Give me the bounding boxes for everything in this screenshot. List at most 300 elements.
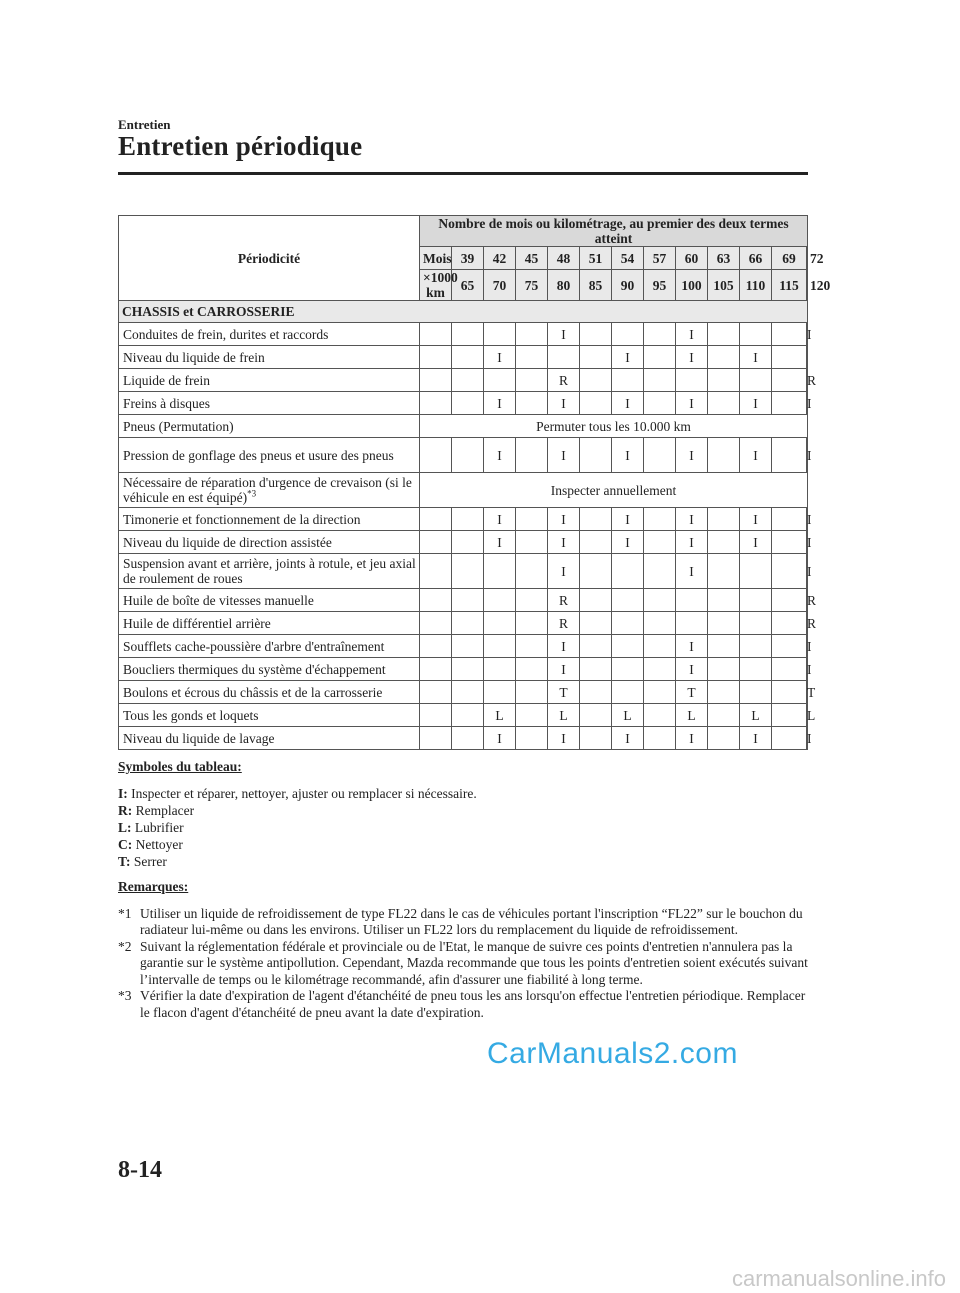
interval-value-cell: R	[807, 589, 808, 612]
interval-value-cell	[708, 612, 740, 635]
interval-value-cell	[772, 658, 807, 681]
table-row	[119, 681, 808, 704]
interval-value-cell	[644, 727, 676, 750]
title-rule	[118, 172, 808, 175]
interval-value-cell	[644, 531, 676, 554]
interval-value-cell	[708, 392, 740, 415]
interval-value-cell	[516, 531, 548, 554]
row-item-label: Freins à disques	[123, 395, 210, 411]
interval-value-cell	[644, 554, 676, 589]
table-row	[119, 704, 808, 727]
interval-value-cell	[644, 508, 676, 531]
interval-value-cell: R	[807, 612, 808, 635]
km-cell: 120	[807, 270, 808, 301]
km-cell: 95	[644, 270, 676, 301]
interval-value-cell	[516, 438, 548, 473]
interval-value-cell: I	[548, 658, 580, 681]
interval-value-cell: I	[807, 392, 808, 415]
interval-value-cell	[420, 589, 452, 612]
row-item-label: Pression de gonflage des pneus et usure des pneus	[123, 447, 394, 463]
interval-value-cell: I	[676, 346, 708, 369]
row-item-label: Tous les gonds et loquets	[123, 707, 259, 723]
interval-value-cell	[420, 508, 452, 531]
section-title: CHASSIS et CARROSSERIE	[119, 301, 808, 323]
table-row	[119, 612, 808, 635]
interval-value-cell: I	[612, 438, 644, 473]
interval-value-cell	[452, 346, 484, 369]
interval-value-cell	[772, 727, 807, 750]
interval-value-cell	[740, 369, 772, 392]
interval-value-cell: I	[740, 438, 772, 473]
interval-value-cell	[644, 704, 676, 727]
interval-value-cell	[644, 323, 676, 346]
interval-value-cell	[484, 369, 516, 392]
interval-value-cell: L	[612, 704, 644, 727]
interval-value-cell	[676, 589, 708, 612]
symbol-text: Nettoyer	[135, 837, 183, 852]
symbols-list	[118, 785, 808, 870]
interval-value-cell	[452, 704, 484, 727]
interval-value-cell: I	[807, 531, 808, 554]
interval-value-cell: I	[484, 346, 516, 369]
row-item-label: Niveau du liquide de direction assistée	[123, 534, 332, 550]
interval-value-cell: I	[676, 438, 708, 473]
row-item-name	[119, 554, 420, 589]
interval-value-cell: I	[612, 727, 644, 750]
interval-value-cell: I	[676, 323, 708, 346]
interval-value-cell: R	[807, 369, 808, 392]
table-row	[119, 346, 808, 369]
interval-value-cell	[420, 704, 452, 727]
interval-value-cell	[580, 369, 612, 392]
interval-value-cell: I	[676, 508, 708, 531]
interval-value-cell	[516, 323, 548, 346]
interval-value-cell	[708, 658, 740, 681]
interval-value-cell	[708, 531, 740, 554]
interval-value-cell: I	[676, 727, 708, 750]
row-item-name	[119, 369, 420, 392]
interval-value-cell	[484, 554, 516, 589]
interval-value-cell	[484, 323, 516, 346]
interval-value-cell	[516, 681, 548, 704]
row-item-name	[119, 346, 420, 369]
table-row	[119, 369, 808, 392]
interval-value-cell: I	[612, 392, 644, 415]
km-cell: 70	[484, 270, 516, 301]
interval-value-cell	[740, 681, 772, 704]
interval-value-cell: I	[548, 508, 580, 531]
interval-value-cell	[452, 681, 484, 704]
km-cell: 80	[548, 270, 580, 301]
row-item-name	[119, 589, 420, 612]
interval-value-cell	[580, 589, 612, 612]
interval-value-cell	[452, 392, 484, 415]
interval-value-cell	[580, 727, 612, 750]
row-item-label: Nécessaire de réparation d'urgence de crevaison (si le véhicule en est équipé)	[123, 475, 412, 505]
interval-value-cell: I	[484, 508, 516, 531]
row-item-label: Boucliers thermiques du système d'échappement	[123, 661, 386, 677]
interval-value-cell	[580, 438, 612, 473]
symbol-text: Remplacer	[135, 803, 195, 818]
interval-value-cell	[580, 658, 612, 681]
row-item-label: Liquide de frein	[123, 372, 210, 388]
interval-value-cell	[420, 346, 452, 369]
interval-value-cell	[516, 392, 548, 415]
interval-value-cell	[708, 635, 740, 658]
interval-value-cell	[516, 658, 548, 681]
row-item-name	[119, 612, 420, 635]
interval-value-cell	[772, 704, 807, 727]
periodicity-header: Périodicité	[119, 216, 420, 301]
interval-value-cell	[484, 589, 516, 612]
symbol-key: T:	[118, 854, 131, 869]
interval-value-cell: I	[676, 554, 708, 589]
row-item-name	[119, 704, 420, 727]
km-cell: 115	[772, 270, 807, 301]
interval-value-cell	[452, 612, 484, 635]
symbol-key: I:	[118, 786, 128, 801]
interval-value-cell: I	[548, 438, 580, 473]
interval-value-cell	[516, 727, 548, 750]
interval-value-cell: I	[484, 392, 516, 415]
symbol-text: Inspecter et réparer, nettoyer, ajuster ou remplacer si nécessaire.	[131, 786, 477, 801]
interval-value-cell	[676, 612, 708, 635]
interval-value-cell	[420, 392, 452, 415]
interval-value-cell	[708, 369, 740, 392]
interval-value-cell	[516, 612, 548, 635]
interval-value-cell	[420, 531, 452, 554]
interval-value-cell: I	[807, 508, 808, 531]
interval-value-cell: I	[548, 635, 580, 658]
symbol-text: Lubrifier	[134, 820, 184, 835]
row-item-name	[119, 635, 420, 658]
interval-value-cell: I	[676, 531, 708, 554]
symbol-line	[118, 785, 808, 802]
interval-value-cell	[676, 369, 708, 392]
interval-value-cell	[772, 392, 807, 415]
interval-value-cell	[708, 323, 740, 346]
interval-value-cell	[452, 369, 484, 392]
interval-value-cell: L	[676, 704, 708, 727]
interval-value-cell	[644, 369, 676, 392]
interval-value-cell	[740, 589, 772, 612]
interval-value-cell	[420, 438, 452, 473]
symbol-key: L:	[118, 820, 132, 835]
interval-value-cell	[516, 704, 548, 727]
interval-value-cell: L	[548, 704, 580, 727]
row-item-label: Soufflets cache-poussière d'arbre d'entraînement	[123, 638, 385, 654]
interval-value-cell: I	[548, 554, 580, 589]
interval-value-cell: I	[484, 727, 516, 750]
interval-value-cell	[452, 589, 484, 612]
row-item-label: Timonerie et fonctionnement de la direction	[123, 511, 361, 527]
interval-value-cell: I	[548, 727, 580, 750]
interval-value-cell: I	[740, 392, 772, 415]
interval-value-cell	[772, 612, 807, 635]
interval-value-cell: R	[548, 612, 580, 635]
interval-value-cell: L	[807, 704, 808, 727]
interval-value-cell	[740, 635, 772, 658]
row-item-name	[119, 658, 420, 681]
symbol-line	[118, 836, 808, 853]
interval-value-cell	[452, 727, 484, 750]
interval-value-cell	[740, 554, 772, 589]
row-item-name	[119, 438, 420, 473]
interval-value-cell: L	[484, 704, 516, 727]
interval-value-cell: I	[548, 392, 580, 415]
row-item-label: Niveau du liquide de frein	[123, 349, 265, 365]
interval-value-cell	[516, 508, 548, 531]
interval-value-cell	[772, 635, 807, 658]
remarks-section	[118, 879, 808, 1021]
interval-value-cell	[516, 369, 548, 392]
row-item-name	[119, 473, 420, 508]
interval-value-cell	[452, 635, 484, 658]
row-item-name	[119, 727, 420, 750]
km-cell: 90	[612, 270, 644, 301]
interval-value-cell	[772, 589, 807, 612]
interval-value-cell	[644, 392, 676, 415]
remark-mark: *1	[118, 905, 132, 921]
interval-value-cell	[580, 612, 612, 635]
interval-value-cell	[580, 392, 612, 415]
months-label: Mois	[420, 247, 452, 270]
interval-value-cell	[420, 323, 452, 346]
row-item-name	[119, 323, 420, 346]
interval-value-cell	[516, 554, 548, 589]
interval-value-cell	[548, 346, 580, 369]
interval-value-cell: L	[740, 704, 772, 727]
symbol-line	[118, 802, 808, 819]
interval-value-cell: I	[676, 392, 708, 415]
remark-note	[118, 906, 808, 939]
table-body	[119, 301, 817, 750]
interval-value-cell	[484, 681, 516, 704]
maintenance-table	[118, 215, 831, 750]
row-item-name	[119, 415, 420, 438]
interval-value-cell	[484, 612, 516, 635]
row-item-label: Conduites de frein, durites et raccords	[123, 326, 329, 342]
interval-value-cell	[612, 323, 644, 346]
interval-value-cell	[740, 323, 772, 346]
row-span-note: Inspecter annuellement	[420, 473, 808, 508]
interval-value-cell	[452, 508, 484, 531]
table-row	[119, 658, 808, 681]
remark-text: Vérifier la date d'expiration de l'agent d'étanchéité de pneu tous les ans lorsqu'on effectue l'entretien périodique. Remplacer le flacon d'agent d'étanchéité de pneu avant la date d'expiration.	[140, 988, 806, 1020]
interval-value-cell	[740, 658, 772, 681]
month-cell: 39	[452, 247, 484, 270]
interval-value-cell	[420, 554, 452, 589]
interval-value-cell	[580, 323, 612, 346]
interval-value-cell: I	[484, 531, 516, 554]
interval-value-cell	[420, 369, 452, 392]
interval-value-cell	[612, 554, 644, 589]
symbol-key: R:	[118, 803, 133, 818]
interval-value-cell: I	[807, 554, 808, 589]
interval-value-cell	[708, 727, 740, 750]
interval-value-cell	[772, 346, 807, 369]
remark-text: Suivant la réglementation fédérale et provinciale ou de l'Etat, le manque de suivre ces points d'entretien n'annulera pas la garantie sur le système antipollution. Cependant, Mazda recommande que tous les points d'entretien soient exécutés suivant l’intervalle de temps ou le kilométrage recommandé, afin d'assurer une fiabilité à long terme.	[140, 938, 808, 987]
interval-value-cell	[612, 369, 644, 392]
symbol-key: C:	[118, 837, 133, 852]
interval-value-cell	[516, 589, 548, 612]
interval-value-cell: I	[807, 635, 808, 658]
km-cell: 100	[676, 270, 708, 301]
table-row	[119, 554, 808, 589]
interval-value-cell	[708, 438, 740, 473]
interval-value-cell	[708, 508, 740, 531]
interval-value-cell: I	[807, 658, 808, 681]
month-cell: 66	[740, 247, 772, 270]
interval-value-cell	[708, 554, 740, 589]
row-span-note: Permuter tous les 10.000 km	[420, 415, 808, 438]
month-cell: 45	[516, 247, 548, 270]
interval-value-cell	[516, 346, 548, 369]
interval-value-cell	[772, 369, 807, 392]
month-cell: 57	[644, 247, 676, 270]
table-header	[119, 216, 831, 301]
month-cell: 69	[772, 247, 807, 270]
interval-value-cell	[484, 658, 516, 681]
interval-value-cell: T	[548, 681, 580, 704]
interval-value-cell	[452, 438, 484, 473]
section-row	[119, 301, 808, 323]
interval-value-cell: I	[612, 508, 644, 531]
interval-value-cell	[580, 531, 612, 554]
interval-value-cell	[740, 612, 772, 635]
section-label: Entretien	[118, 117, 171, 132]
interval-value-cell: I	[612, 531, 644, 554]
interval-value-cell: I	[484, 438, 516, 473]
table-row	[119, 531, 808, 554]
remark-text: Utiliser un liquide de refroidissement de type FL22 dans le cas de véhicules portant l'inscription “FL22” sur le bouchon du radiateur lui-même ou dans les environs. Utiliser un FL22 lors du remplacement du liquide de refroidissement.	[140, 905, 803, 937]
row-item-label: Boulons et écrous du châssis et de la carrosserie	[123, 684, 383, 700]
interval-value-cell	[772, 554, 807, 589]
interval-value-cell	[580, 704, 612, 727]
interval-value-cell	[807, 346, 808, 369]
interval-value-cell	[580, 635, 612, 658]
interval-value-cell	[580, 554, 612, 589]
table-row	[119, 635, 808, 658]
month-cell: 42	[484, 247, 516, 270]
symbol-line	[118, 853, 808, 870]
interval-value-cell	[644, 346, 676, 369]
interval-value-cell	[772, 438, 807, 473]
interval-value-cell	[612, 589, 644, 612]
interval-value-cell	[452, 554, 484, 589]
remark-mark: *2	[118, 938, 132, 954]
month-cell: 48	[548, 247, 580, 270]
table-row	[119, 415, 808, 438]
interval-value-cell	[452, 658, 484, 681]
km-cell: 75	[516, 270, 548, 301]
interval-value-cell: T	[676, 681, 708, 704]
interval-value-cell	[772, 531, 807, 554]
km-cell: 110	[740, 270, 772, 301]
interval-value-cell	[644, 658, 676, 681]
interval-value-cell: I	[740, 508, 772, 531]
row-item-name	[119, 531, 420, 554]
interval-value-cell: I	[676, 635, 708, 658]
interval-value-cell	[644, 438, 676, 473]
interval-value-cell	[708, 346, 740, 369]
interval-value-cell	[708, 681, 740, 704]
row-item-name	[119, 681, 420, 704]
remarks-heading: Remarques:	[118, 879, 189, 894]
footnote-ref: *3	[247, 488, 257, 499]
interval-value-cell: R	[548, 589, 580, 612]
interval-value-cell	[580, 681, 612, 704]
interval-value-cell	[644, 612, 676, 635]
row-item-name	[119, 508, 420, 531]
interval-value-cell	[644, 635, 676, 658]
interval-value-cell	[420, 635, 452, 658]
interval-value-cell: I	[548, 531, 580, 554]
interval-value-cell: I	[676, 658, 708, 681]
row-item-name	[119, 392, 420, 415]
month-cell: 72	[807, 247, 808, 270]
km-cell: 85	[580, 270, 612, 301]
km-cell: 105	[708, 270, 740, 301]
interval-value-cell: R	[548, 369, 580, 392]
interval-value-cell	[484, 635, 516, 658]
footer-site-link[interactable]: carmanualsonline.info	[731, 1266, 946, 1291]
table-row	[119, 727, 808, 750]
interval-value-cell: I	[807, 323, 808, 346]
interval-value-cell: I	[740, 346, 772, 369]
interval-value-cell	[772, 323, 807, 346]
interval-value-cell: T	[807, 681, 808, 704]
row-item-label: Suspension avant et arrière, joints à rotule, et jeu axial de roulement de roues	[123, 556, 416, 586]
interval-value-cell: I	[612, 346, 644, 369]
km-label: ×1000 km	[420, 270, 452, 301]
interval-value-cell	[580, 346, 612, 369]
month-cell: 54	[612, 247, 644, 270]
page-title: Entretien périodique	[118, 131, 363, 161]
table-row	[119, 438, 808, 473]
interval-value-cell	[644, 589, 676, 612]
remark-note	[118, 988, 808, 1021]
table-row	[119, 473, 808, 508]
page-number: 8-14	[118, 1157, 162, 1183]
interval-value-cell	[772, 681, 807, 704]
symbols-heading: Symboles du tableau:	[118, 759, 242, 774]
month-cell: 63	[708, 247, 740, 270]
interval-value-cell	[420, 612, 452, 635]
month-cell: 60	[676, 247, 708, 270]
interval-value-cell	[708, 704, 740, 727]
table-row	[119, 392, 808, 415]
watermark-logo: CarManuals2.com	[487, 1037, 738, 1070]
interval-value-cell	[644, 681, 676, 704]
table-row	[119, 589, 808, 612]
row-item-label: Huile de boîte de vitesses manuelle	[123, 592, 314, 608]
interval-span-header: Nombre de mois ou kilométrage, au premier des deux termes atteint	[420, 216, 808, 247]
interval-value-cell	[612, 681, 644, 704]
interval-value-cell	[420, 658, 452, 681]
remark-note	[118, 939, 808, 989]
interval-value-cell	[516, 635, 548, 658]
symbol-text: Serrer	[133, 854, 167, 869]
interval-value-cell	[772, 508, 807, 531]
row-item-label: Pneus (Permutation)	[123, 418, 234, 434]
table-row	[119, 323, 808, 346]
interval-value-cell	[612, 658, 644, 681]
interval-value-cell	[420, 681, 452, 704]
interval-value-cell: I	[548, 323, 580, 346]
interval-value-cell	[612, 635, 644, 658]
row-item-label: Niveau du liquide de lavage	[123, 730, 275, 746]
